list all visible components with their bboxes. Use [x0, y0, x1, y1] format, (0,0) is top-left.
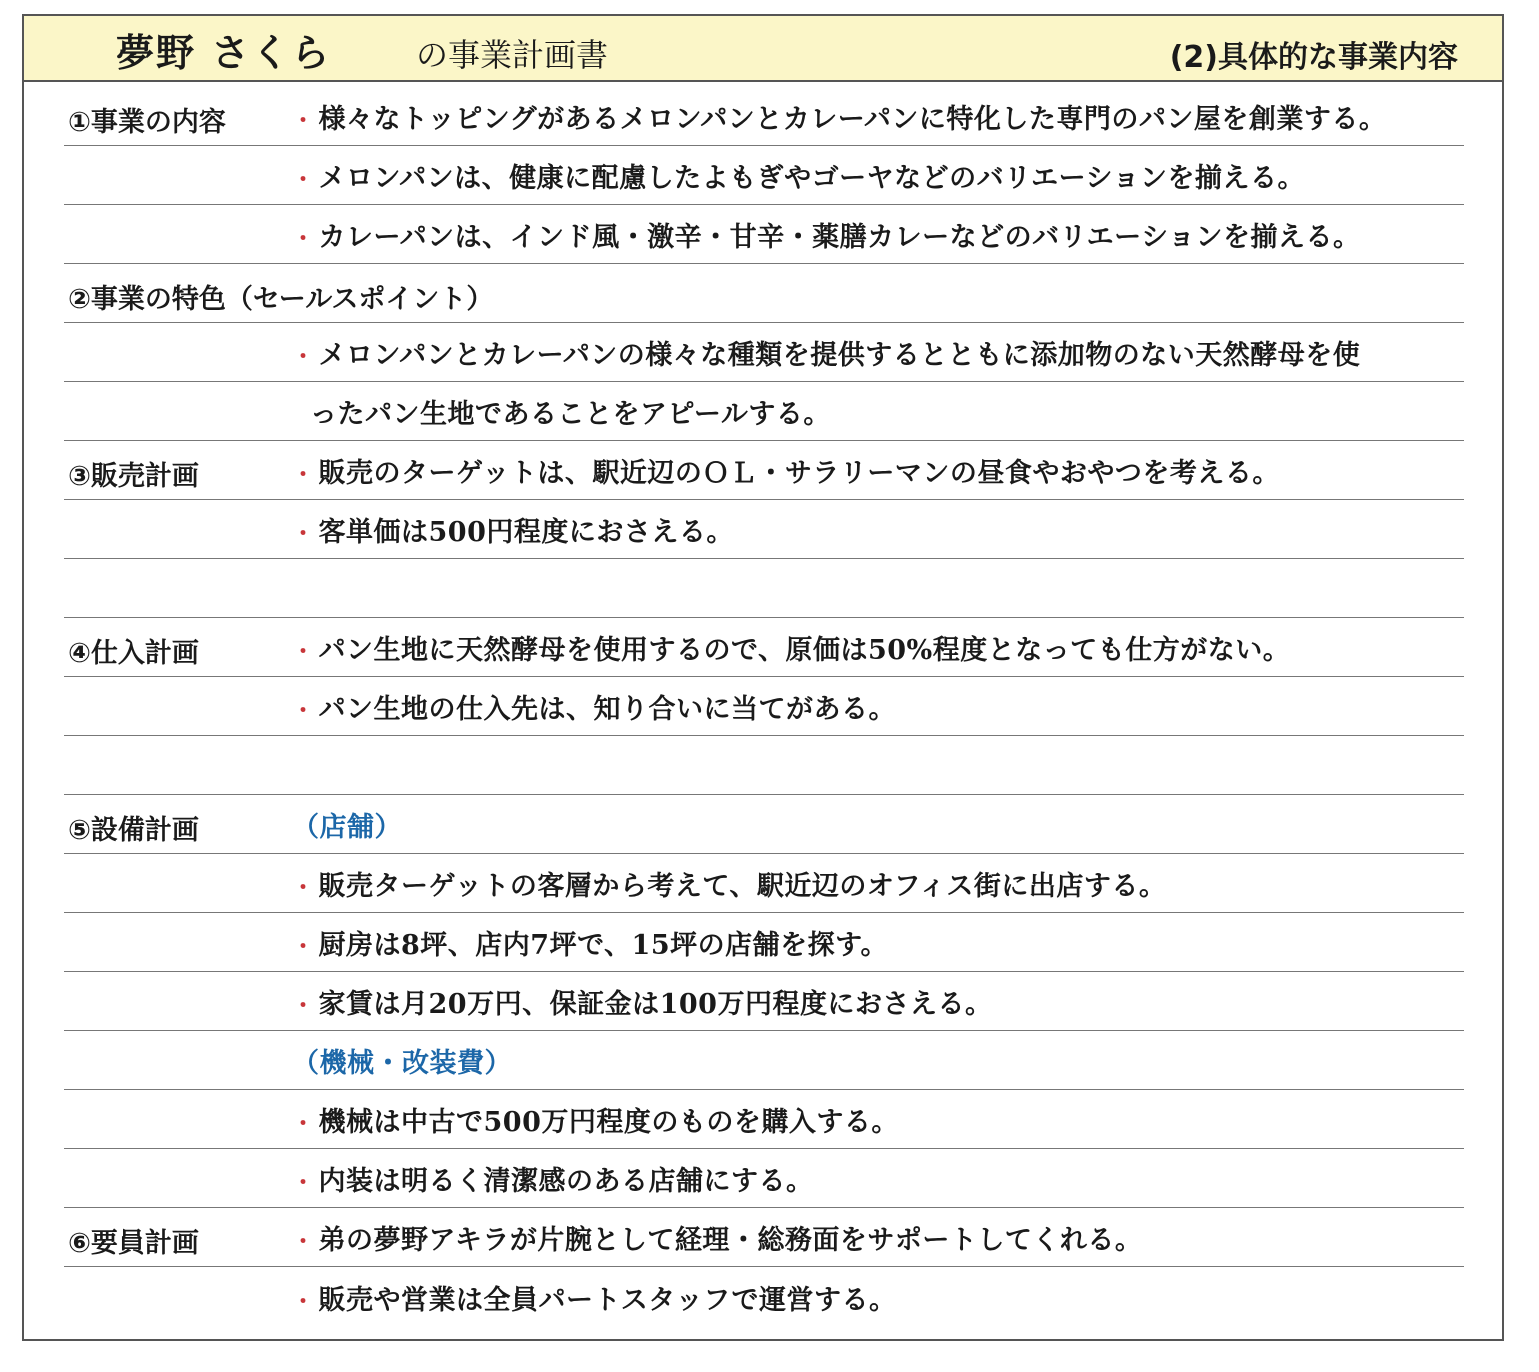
row-text	[292, 1159, 814, 1198]
bullet-mark: ・	[292, 1170, 315, 1196]
plan-row	[64, 972, 1464, 1031]
plan-row-empty	[64, 736, 1464, 795]
row-text-content: 厨房は8坪、店内7坪で、15坪の店舗を探す。	[318, 930, 888, 961]
plan-row	[64, 264, 1464, 323]
row-text-continued: ったパン生地であることをアピールする。	[310, 399, 831, 430]
plan-row	[64, 677, 1464, 736]
row-text	[292, 215, 1361, 254]
plan-row	[64, 1031, 1464, 1090]
row-text-content: 家賃は月20万円、保証金は100万円程度におさえる。	[318, 989, 993, 1020]
row-text-content: パン生地に天然酵母を使用するので、原価は50%程度となっても仕方がない。	[318, 635, 1291, 666]
document-title: の事業計画書	[416, 36, 609, 74]
plan-row-empty	[64, 559, 1464, 618]
row-text-content: 販売ターゲットの客層から考えて、駅近辺のオフィス街に出店する。	[318, 871, 1167, 902]
row-text-content: 販売のターゲットは、駅近辺のＯＬ・サラリーマンの昼食やおやつを考える。	[318, 458, 1280, 489]
plan-rows	[64, 87, 1464, 1326]
row-text	[292, 687, 896, 726]
row-text-content: 様々なトッピングがあるメロンパンとカレーパンに特化した専門のパン屋を創業する。	[318, 104, 1387, 135]
row-text	[292, 451, 1280, 490]
business-plan-sheet	[22, 14, 1504, 1341]
row-text	[292, 97, 1386, 136]
plan-row	[64, 500, 1464, 559]
row-text-content: 内装は明るく清潔感のある店舗にする。	[318, 1166, 814, 1197]
row-text-content: カレーパンは、インド風・激辛・甘辛・薬膳カレーなどのバリエーションを揃える。	[318, 222, 1361, 253]
bullet-mark: ・	[292, 1111, 315, 1137]
sheet-header	[24, 16, 1502, 82]
row-subheading: （店舗）	[292, 812, 402, 843]
row-text	[292, 1218, 1142, 1257]
plan-row	[64, 795, 1464, 854]
plan-row	[64, 618, 1464, 677]
plan-row	[64, 854, 1464, 913]
row-text	[292, 864, 1166, 903]
row-text	[292, 156, 1305, 195]
plan-row	[64, 323, 1464, 382]
row-text-content: 弟の夢野アキラが片腕として経理・総務面をサポートしてくれる。	[318, 1225, 1143, 1256]
row-text	[292, 1278, 897, 1317]
plan-row	[64, 87, 1464, 146]
plan-row	[64, 1090, 1464, 1149]
row-text-content: メロンパンは、健康に配慮したよもぎやゴーヤなどのバリエーションを揃える。	[318, 163, 1306, 194]
row-text-content: 機械は中古で500万円程度のものを購入する。	[318, 1107, 899, 1138]
row-label: ③販売計画	[68, 461, 199, 492]
row-text-content: 客単価は500円程度におさえる。	[318, 517, 734, 548]
bullet-mark: ・	[292, 167, 315, 193]
bullet-mark: ・	[292, 226, 315, 252]
plan-row	[64, 1149, 1464, 1208]
bullet-mark: ・	[292, 698, 315, 724]
row-text	[292, 982, 992, 1021]
row-text	[292, 628, 1290, 667]
row-subheading: （機械・改装費）	[292, 1048, 512, 1079]
row-label: ②事業の特色（セールスポイント）	[68, 284, 494, 315]
bullet-mark: ・	[292, 108, 315, 134]
bullet-mark: ・	[292, 639, 315, 665]
plan-row	[64, 146, 1464, 205]
row-label: ⑤設備計画	[68, 815, 199, 846]
bullet-mark: ・	[292, 344, 315, 370]
row-label: ⑥要員計画	[68, 1228, 199, 1259]
bullet-mark: ・	[292, 934, 315, 960]
plan-row	[64, 382, 1464, 441]
row-text	[292, 510, 734, 549]
row-label: ①事業の内容	[68, 107, 226, 138]
row-text-content: メロンパンとカレーパンの様々な種類を提供するとともに添加物のない天然酵母を使	[318, 340, 1361, 371]
plan-row	[64, 441, 1464, 500]
plan-row	[64, 1208, 1464, 1267]
bullet-mark: ・	[292, 521, 315, 547]
owner-name: 夢野 さくら	[116, 30, 332, 75]
section-title: (2)具体的な事業内容	[1169, 40, 1458, 75]
row-text-content: 販売や営業は全員パートスタッフで運営する。	[318, 1285, 897, 1316]
row-text	[292, 333, 1360, 372]
bullet-mark: ・	[292, 1289, 315, 1315]
row-text-content: パン生地の仕入先は、知り合いに当てがある。	[318, 694, 897, 725]
bullet-mark: ・	[292, 993, 315, 1019]
plan-row	[64, 205, 1464, 264]
row-text	[292, 923, 888, 962]
bullet-mark: ・	[292, 875, 315, 901]
plan-row	[64, 913, 1464, 972]
row-text	[292, 1100, 899, 1139]
row-label: ④仕入計画	[68, 638, 199, 669]
plan-row	[64, 1267, 1464, 1326]
bullet-mark: ・	[292, 1229, 315, 1255]
bullet-mark: ・	[292, 462, 315, 488]
